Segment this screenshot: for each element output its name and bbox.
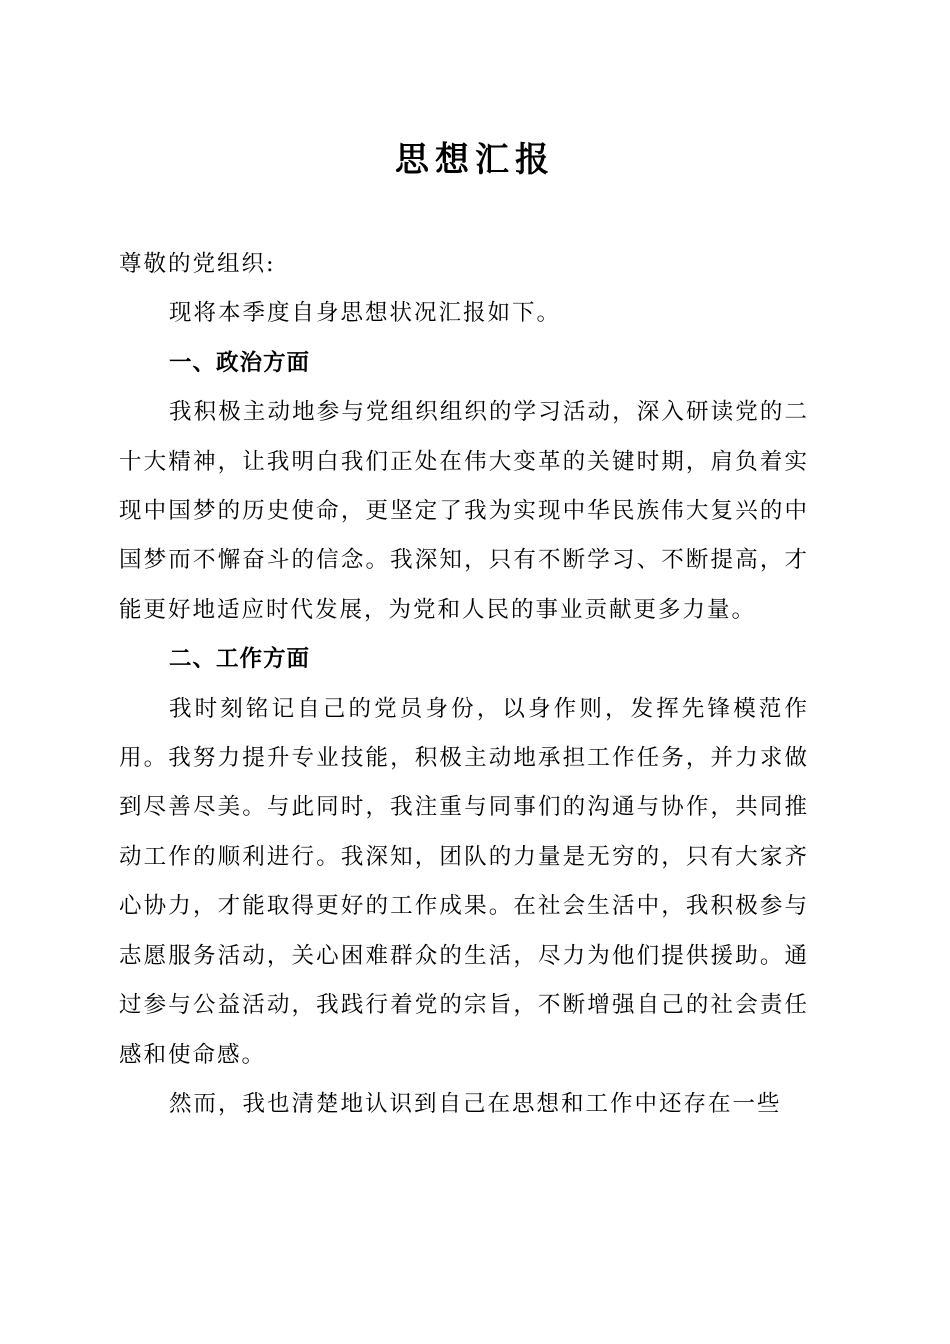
section-heading-work: 二、工作方面 (169, 646, 311, 673)
section-heading-political: 一、政治方面 (169, 349, 311, 376)
section-paragraph-work: 我时刻铭记自己的党员身份，以身作则，发挥先锋模范作用。我努力提升专业技能，积极主动地承担工作任务，并力求做到尽善尽美。与此同时，我注重与同事们的沟通与协作，共同推动工作的顺利进行。我深知，团队的力量是无穷的，只有大家齐心协力，才能取得更好的工作成果。在社会生活中，我积极参与志愿服务活动，关心困难群众的生活，尽力为他们提供援助。通过参与公益活动，我践行着党的宗旨，不断增强自己的社会责任感和使命感。 (119, 695, 809, 1068)
salutation: 尊敬的党组织: (119, 251, 276, 277)
closing-paragraph: 然而，我也清楚地认识到自己在思想和工作中还存在一些 (169, 1090, 782, 1117)
document-body (119, 240, 809, 1129)
section-paragraph-political: 我积极主动地参与党组织组织的学习活动，深入研读党的二十大精神，让我明白我们正处在伟大变革的关键时期，肩负着实现中国梦的历史使命，更坚定了我为实现中华民族伟大复兴的中国梦而不懈奋斗的信念。我深知，只有不断学习、不断提高，才能更好地适应时代发展，为党和人民的事业贡献更多力量。 (119, 399, 809, 623)
intro-paragraph: 现将本季度自身思想状况汇报如下。 (169, 300, 562, 327)
document-title: 思想汇报 (395, 140, 555, 180)
